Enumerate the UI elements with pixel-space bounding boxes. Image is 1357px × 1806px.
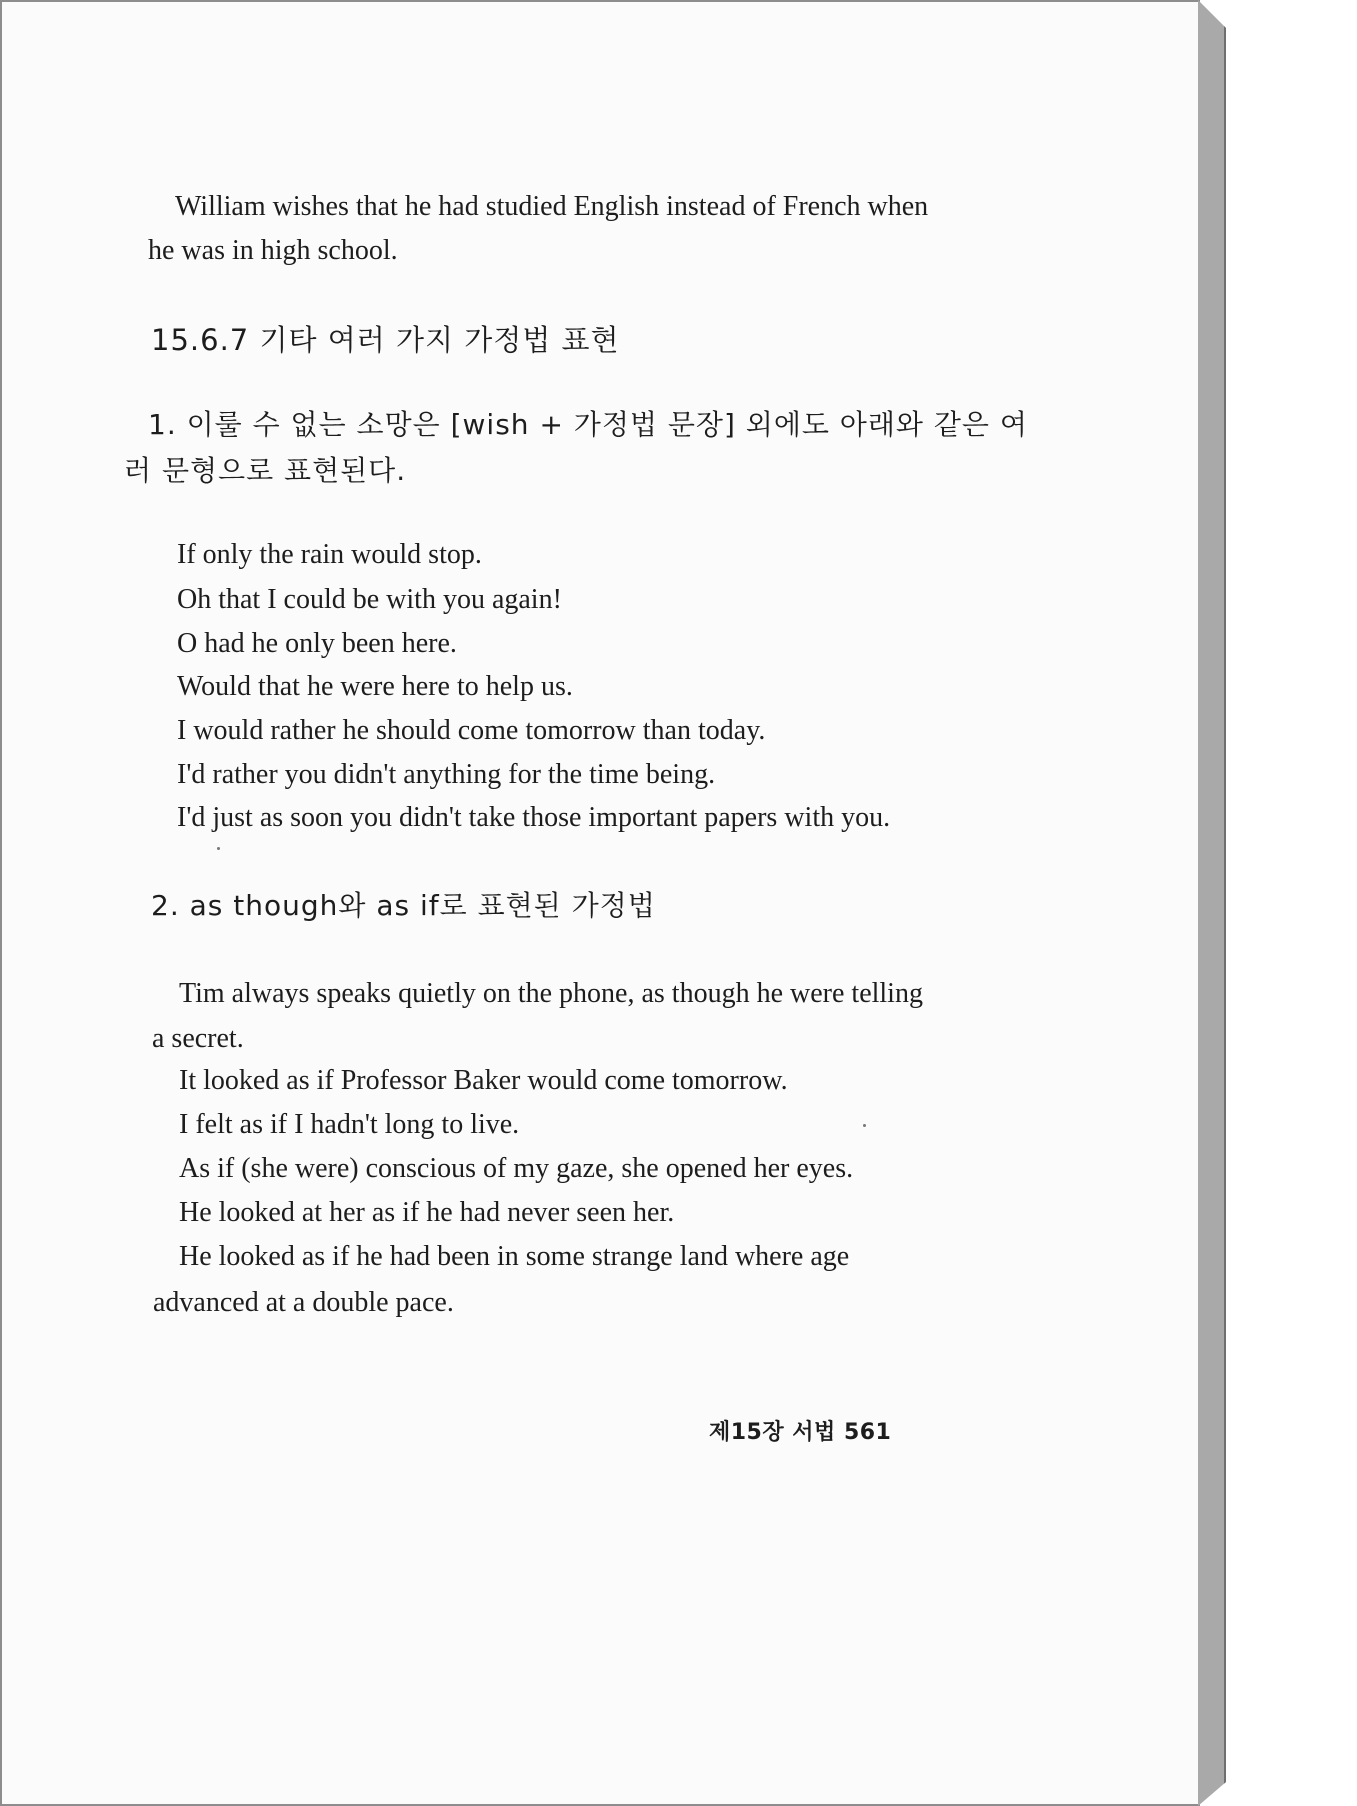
- section-title: 15.6.7 기타 여러 가지 가정법 표현: [151, 323, 620, 357]
- example-2-6-text: He looked as if he had been in some strange land where age: [179, 1241, 850, 1272]
- example-2-6-line: [179, 1240, 897, 1274]
- intro-line-1: [175, 190, 929, 224]
- example-2-1-text: Tim always speaks quietly on the phone, as though he were telling: [179, 978, 923, 1009]
- example-2-1-line: [179, 977, 923, 1011]
- example-2-3: I felt as if I hadn't long to live.: [179, 1109, 520, 1140]
- print-speck: [863, 1124, 866, 1127]
- intro-line-2: he was in high school.: [148, 235, 398, 266]
- example-1-7: I'd just as soon you didn't take those important papers with you.: [177, 802, 891, 833]
- item-2-heading: 2. as though와 as if로 표현된 가정법: [151, 889, 656, 922]
- example-1-2: Oh that I could be with you again!: [177, 584, 562, 615]
- example-2-6-continuation: advanced at a double pace.: [153, 1287, 454, 1318]
- item-1-line-1: 1. 이룰 수 없는 소망은 [wish + 가정법 문장] 외에도 아래와 같은 여: [148, 408, 1028, 441]
- print-speck: [217, 847, 220, 850]
- example-2-4: As if (she were) conscious of my gaze, she opened her eyes.: [179, 1153, 854, 1184]
- example-2-1-continuation: a secret.: [152, 1023, 244, 1054]
- example-1-5: I would rather he should come tomorrow than today.: [177, 715, 766, 746]
- example-1-1: If only the rain would stop.: [177, 539, 482, 570]
- example-2-5: He looked at her as if he had never seen her.: [179, 1197, 675, 1228]
- example-2-2: It looked as if Professor Baker would come tomorrow.: [179, 1065, 788, 1096]
- example-1-6: I'd rather you didn't anything for the time being.: [177, 759, 716, 790]
- example-1-4: Would that he were here to help us.: [177, 671, 573, 702]
- item-1-line-2: 러 문형으로 표현된다.: [124, 454, 407, 487]
- example-1-3: O had he only been here.: [177, 628, 457, 659]
- page-footer: 제15장 서법 561: [709, 1420, 892, 1445]
- page-stack-edge: [1198, 0, 1226, 1806]
- intro-line-1-text: William wishes that he had studied English instead of French when: [175, 191, 929, 222]
